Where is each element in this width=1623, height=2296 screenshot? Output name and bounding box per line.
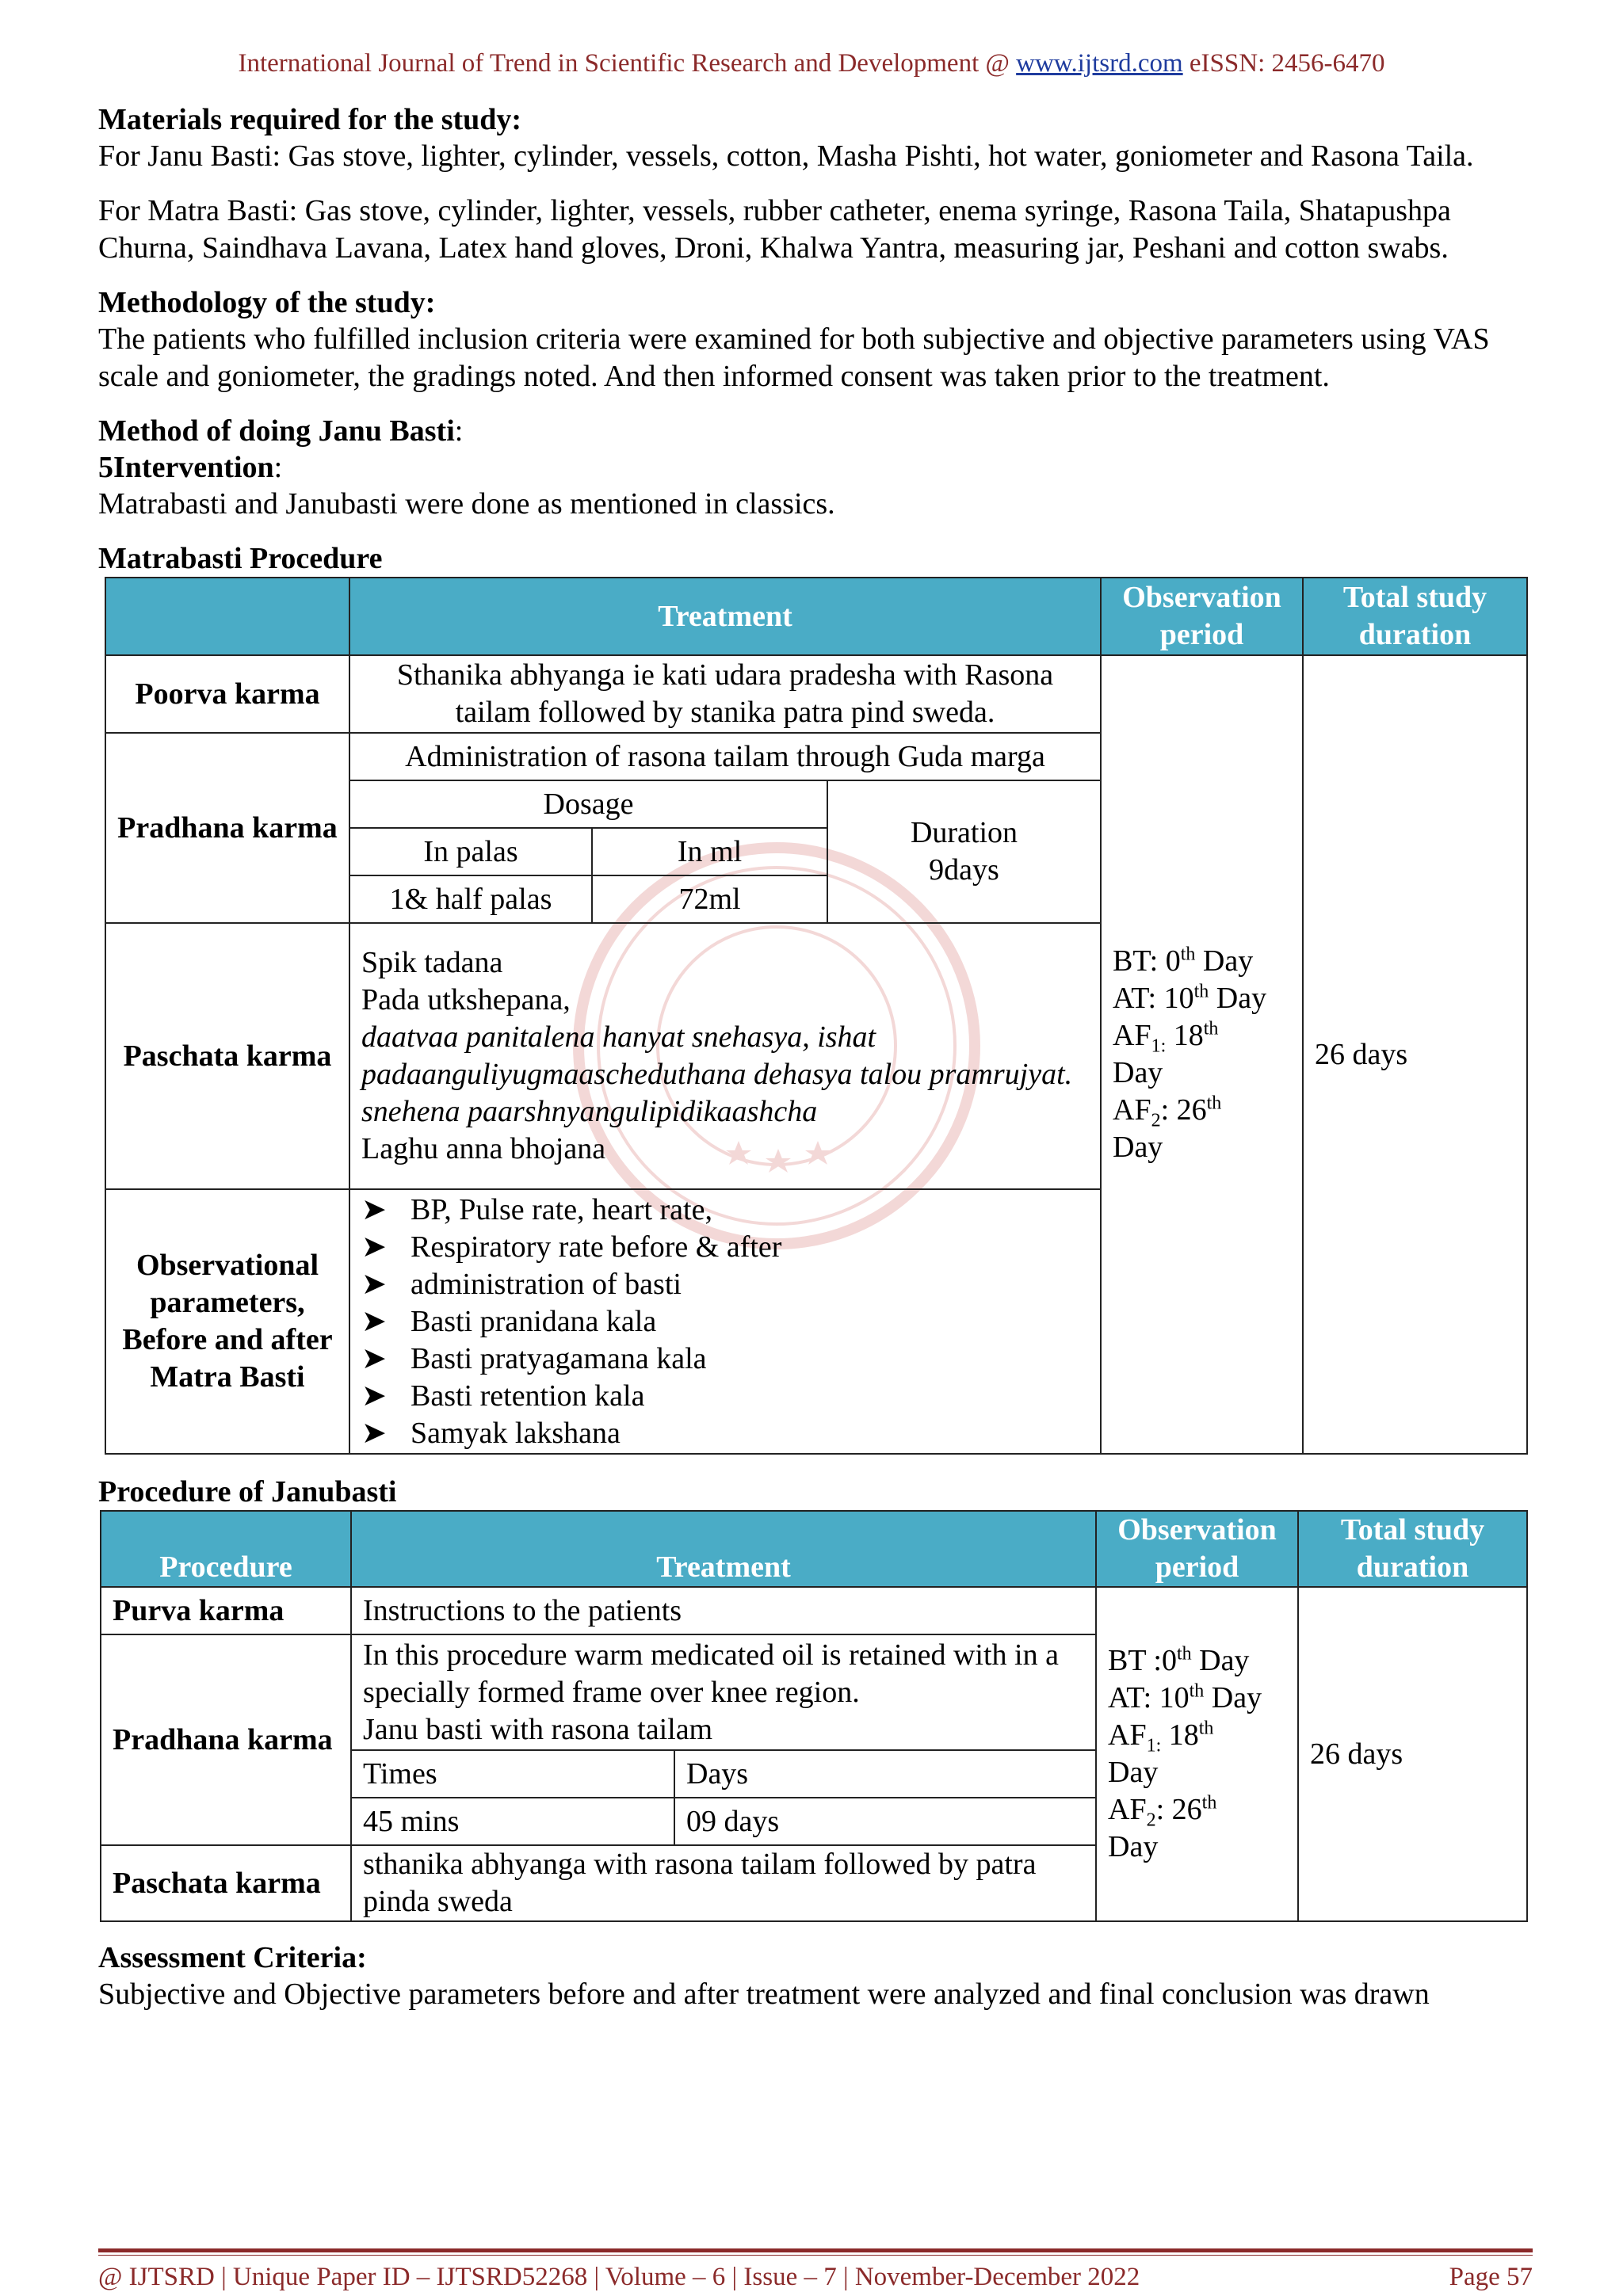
- times-label: Times: [351, 1750, 674, 1798]
- list-item: ➤ Basti pratyagamana kala: [361, 1341, 1089, 1378]
- method-janu-heading: Method of doing Janu Basti:: [98, 414, 464, 448]
- pradhana-label: Pradhana karma: [101, 1634, 351, 1845]
- poorva-label: Poorva karma: [105, 655, 349, 733]
- pradhana-admin: Administration of rasona tailam through Guda marga: [349, 733, 1101, 780]
- methodology-heading: Methodology of the study:: [98, 286, 436, 319]
- observation-period: BT :0th Day AT: 10th Day $AF_{1:}$ 18th Day $AF_2$: 26th Day: [1096, 1587, 1298, 1921]
- palas-value: 1& half palas: [349, 875, 592, 923]
- intervention-text: Matrabasti and Janubasti were done as mentioned in classics.: [98, 487, 835, 521]
- running-header: [0, 49, 1623, 78]
- observation-period: BT: 0th Day AT: 10th Day $AF_{1:}$ 18th Day $AF_2$: 26th Day: [1101, 655, 1303, 1454]
- article-body: [98, 101, 1533, 2013]
- journal-link[interactable]: www.ijtsrd.com: [1016, 49, 1183, 78]
- purva-label: Purva karma: [101, 1587, 351, 1634]
- header-procedure: Procedure: [101, 1511, 351, 1587]
- arrow-bullet-icon: ➤: [361, 1379, 387, 1413]
- materials-heading: Materials required for the study:: [98, 103, 522, 136]
- arrow-bullet-icon: ➤: [361, 1230, 387, 1264]
- pradhana-text: In this procedure warm medicated oil is retained with in a specially formed frame over knee region. Janu basti with rasona tailam: [351, 1634, 1096, 1750]
- footer-rule-thin: [98, 2255, 1533, 2256]
- list-item: ➤ Respiratory rate before & after: [361, 1229, 1089, 1266]
- in-palas-label: In palas: [349, 828, 592, 875]
- header-observation: Observation period: [1101, 578, 1303, 655]
- poorva-text: Sthanika abhyanga ie kati udara pradesha with Rasona tailam followed by stanika patra pind sweda.: [349, 655, 1101, 733]
- total-duration: 26 days: [1303, 655, 1527, 1454]
- intervention-heading: 5Intervention:: [98, 451, 283, 484]
- arrow-bullet-icon: ➤: [361, 1267, 387, 1301]
- matrabasti-caption: Matrabasti Procedure: [98, 542, 383, 575]
- pradhana-label: Pradhana karma: [105, 733, 349, 923]
- list-item: ➤ administration of basti: [361, 1266, 1089, 1303]
- in-ml-label: In ml: [592, 828, 827, 875]
- times-value: 45 mins: [351, 1798, 674, 1845]
- header-treatment: Treatment: [349, 578, 1101, 655]
- header-treatment: Treatment: [351, 1511, 1096, 1587]
- janubasti-caption: Procedure of Janubasti: [98, 1475, 397, 1508]
- footer-info: @ IJTSRD | Unique Paper ID – IJTSRD52268 | Volume – 6 | Issue – 7 | November-December 2022: [98, 2263, 1140, 2291]
- paschata-text: sthanika abhyanga with rasona tailam followed by patra pinda sweda: [351, 1845, 1096, 1921]
- methodology-text: The patients who fulfilled inclusion criteria were examined for both subjective and objective parameters using VAS scale and goniometer, the gradings noted. And then informed consent was taken prior to the treatment.: [98, 322, 1490, 393]
- paschata-label: Paschata karma: [101, 1845, 351, 1921]
- paschata-text: Spik tadana Pada utkshepana, daatvaa panitalena hanyat snehasya, ishat padaanguliyugmaascheduthana dehasya talou pramrujyat. snehena paarshnyangulipidikaashcha Laghu anna bhojana: [349, 923, 1101, 1189]
- arrow-bullet-icon: ➤: [361, 1416, 387, 1450]
- dosage-label: Dosage: [349, 780, 827, 828]
- assessment-heading: Assessment Criteria:: [98, 1941, 367, 1974]
- list-item: ➤ Samyak lakshana: [361, 1415, 1089, 1452]
- observational-label: Observational parameters, Before and after Matra Basti: [105, 1189, 349, 1454]
- list-item: ➤ BP, Pulse rate, heart rate,: [361, 1192, 1089, 1229]
- issn: eISSN: 2456-6470: [1189, 49, 1385, 78]
- ml-value: 72ml: [592, 875, 827, 923]
- arrow-bullet-icon: ➤: [361, 1192, 387, 1226]
- materials-janu: For Janu Basti: Gas stove, lighter, cylinder, vessels, cotton, Masha Pishti, hot water, goniometer and Rasona Taila.: [98, 139, 1474, 173]
- list-item: ➤ Basti pranidana kala: [361, 1303, 1089, 1341]
- footer-rule: [98, 2248, 1533, 2252]
- days-label: Days: [674, 1750, 1096, 1798]
- materials-matra: For Matra Basti: Gas stove, cylinder, lighter, vessels, rubber catheter, enema syringe, Rasona Taila, Shatapushpa Churna, Saindhava Lavana, Latex hand gloves, Droni, Khalwa Yantra, measuring jar, Peshani and cotton swabs.: [98, 194, 1451, 265]
- header-total: Total study duration: [1298, 1511, 1527, 1587]
- observational-list: [361, 1192, 1089, 1452]
- matrabasti-table: [105, 577, 1528, 1455]
- arrow-bullet-icon: ➤: [361, 1304, 387, 1338]
- purva-text: Instructions to the patients: [351, 1587, 1096, 1634]
- duration-cell: Duration 9days: [827, 780, 1101, 923]
- arrow-bullet-icon: ➤: [361, 1341, 387, 1375]
- page-number: Page 57: [1449, 2263, 1533, 2291]
- days-value: 09 days: [674, 1798, 1096, 1845]
- header-blank: [105, 578, 349, 655]
- janubasti-table: [100, 1510, 1528, 1922]
- paschata-label: Paschata karma: [105, 923, 349, 1189]
- assessment-text: Subjective and Objective parameters before and after treatment were analyzed and final conclusion was drawn: [98, 1978, 1430, 2011]
- journal-name: International Journal of Trend in Scientific Research and Development @: [238, 49, 1010, 78]
- header-observation: Observation period: [1096, 1511, 1298, 1587]
- running-footer: [98, 2263, 1533, 2292]
- total-duration: 26 days: [1298, 1587, 1527, 1921]
- header-total: Total study duration: [1303, 578, 1527, 655]
- observational-list-cell: [349, 1189, 1101, 1454]
- list-item: ➤ Basti retention kala: [361, 1378, 1089, 1415]
